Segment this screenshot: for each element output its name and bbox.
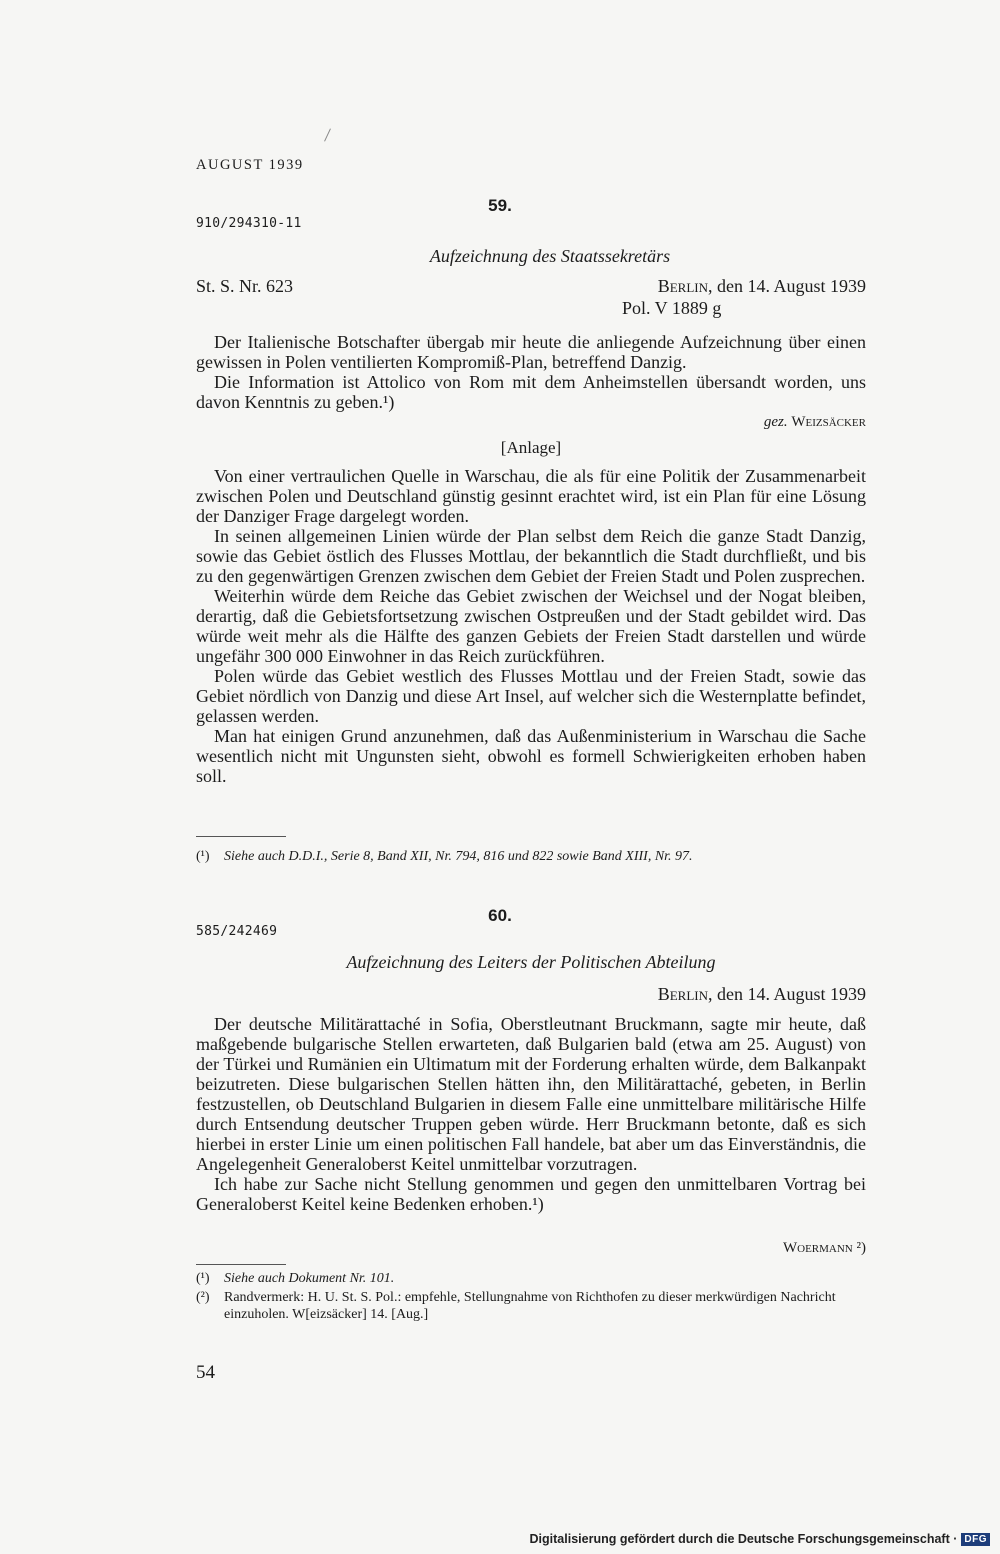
document-number-60: 60. bbox=[488, 906, 512, 925]
date-59: , den 14. August 1939 bbox=[707, 276, 866, 296]
footnote-mark: (²) bbox=[196, 1290, 210, 1305]
footnote-mark: (¹) bbox=[196, 849, 210, 864]
paragraph: Polen würde das Gebiet westlich des Flusses Mottlau und der Freien Stadt, sowie das Gebiet nördlich von Danzig und diese Art Insel, auf welcher sich die Westernplatte befindet, gelassen werden. bbox=[196, 666, 866, 726]
dfg-logo: DFG bbox=[961, 1533, 990, 1546]
paragraph: Ich habe zur Sache nicht Stellung genommen und gegen den unmittelbaren Vortrag bei Generaloberst Keitel keine Bedenken erhoben.¹) bbox=[196, 1174, 866, 1214]
document-number-59: 59. bbox=[488, 196, 512, 215]
place-59: Berlin bbox=[657, 276, 708, 296]
footnote-text: Siehe auch D.D.I., Serie 8, Band XII, Nr. 794, 816 und 822 sowie Band XIII, Nr. 97. bbox=[224, 849, 693, 864]
pencil-mark bbox=[324, 128, 331, 141]
signature-suffix: ²) bbox=[852, 1240, 866, 1256]
paragraph: Die Information ist Attolico von Rom mit dem Anheimstellen übersandt worden, uns davon Kenntnis zu geben.¹) bbox=[196, 372, 866, 412]
paragraph: Der Italienische Botschafter übergab mir heute die anliegende Aufzeichnung über einen gewissen in Polen ventilierten Kompromiß-Plan, betreffend Danzig. bbox=[196, 332, 866, 372]
footnote-rule bbox=[196, 836, 286, 837]
signature-name: Weizsäcker bbox=[791, 414, 866, 430]
place-60: Berlin bbox=[657, 984, 708, 1004]
signature-name: Woermann bbox=[782, 1240, 853, 1256]
annex-label: [Anlage] bbox=[500, 438, 562, 457]
paragraph: Von einer vertraulichen Quelle in Warschau, die als für eine Politik der Zusammenarbeit zwischen Polen und Deutschland günstig gesinnt erachtet wird, ist ein Plan für eine Lösung der Danziger Frage dargelegt worden. bbox=[196, 466, 866, 526]
paragraph: Weiterhin würde dem Reiche das Gebiet zwischen der Weichsel und der Nogat bleiben, derartig, daß die Gebietsfortsetzung zwischen Ostpreußen und der Stadt gebildet wird. Das würde weit mehr als die Hälfte des ganzen Gebiets der Freien Stadt darstellen und würde ungefähr 300 000 Einwohner in das Reich zurückführen. bbox=[196, 586, 866, 666]
date-60: , den 14. August 1939 bbox=[707, 984, 866, 1004]
footnote-60-2 bbox=[196, 1289, 866, 1323]
paragraph: Der deutsche Militärattaché in Sofia, Oberstleutnant Bruckmann, sagte mir heute, daß maßgebende bulgarische Stellen erwarteten, daß Bulgarien bald (etwa am 25. August) von der Türkei und Rumänien ein Ultimatum mit der Forderung erhalten würde, dem Balkanpakt beizutreten. Diese bulgarischen Stellen hätten ihn, den Militärattaché, gebeten, in Berlin festzustellen, ob Deutschland Bulgarien in diesem Falle eine unmittelbare militärische Hilfe durch Entsendung deutscher Truppen geben würde. Herr Bruckmann betonte, daß es sich hierbei in erster Linie um einen politischen Fall handele, bat aber um das Einverständnis, die Angelegenheit Generaloberst Keitel unmittelbar vorzutragen. bbox=[196, 1014, 866, 1174]
archive-reference-60: 585/242469 bbox=[196, 924, 278, 939]
paragraph: In seinen allgemeinen Linien würde der Plan selbst dem Reich die ganze Stadt Danzig, sowie das Gebiet östlich des Flusses Mottlau, der bekanntlich die Stadt durchfließt, und bis zu den gegenwärtigen Grenzen zwischen dem Gebiet der Freien Stadt und Polen zusprechen. bbox=[196, 526, 866, 586]
document-title-59: Aufzeichnung des Staatssekretärs bbox=[429, 246, 671, 266]
footnote-60-1 bbox=[196, 1270, 866, 1287]
digitization-credit bbox=[530, 1532, 990, 1546]
footnote-text: Randvermerk: H. U. St. S. Pol.: empfehle, Stellungnahme von Richthofen zu dieser merkwürdigen Nachricht einzuholen. W[eizsäcker] 14. [Aug.] bbox=[224, 1290, 836, 1322]
document-title-60: Aufzeichnung des Leiters der Politischen Abteilung bbox=[346, 952, 716, 972]
page-number: 54 bbox=[196, 1362, 215, 1383]
place-date-60 bbox=[658, 984, 866, 1005]
footnote-mark: (¹) bbox=[196, 1271, 210, 1286]
archive-reference-59: 910/294310-11 bbox=[196, 216, 302, 231]
credit-text: Digitalisierung gefördert durch die Deutsche Forschungsgemeinschaft · bbox=[529, 1532, 958, 1546]
annex-text bbox=[196, 466, 866, 786]
body-text-60 bbox=[196, 1014, 866, 1214]
paragraph: Man hat einigen Grund anzunehmen, daß das Außenministerium in Warschau die Sache wesentlich nicht mit Ungunsten sieht, obwohl es formell Schwierigkeiten erhoben haben soll. bbox=[196, 726, 866, 786]
place-date-59 bbox=[658, 276, 866, 297]
footnote-rule bbox=[196, 1264, 286, 1265]
footnote-59-1 bbox=[196, 848, 866, 865]
signature-prefix: gez. bbox=[763, 414, 792, 430]
signature-60 bbox=[783, 1240, 866, 1257]
file-number-59: Pol. V 1889 g bbox=[622, 298, 722, 318]
document-id-59: St. S. Nr. 623 bbox=[196, 276, 294, 296]
footnote-text: Siehe auch Dokument Nr. 101. bbox=[224, 1271, 395, 1286]
running-head: AUGUST 1939 bbox=[196, 157, 304, 173]
body-text-59 bbox=[196, 332, 866, 412]
signature-59 bbox=[764, 414, 866, 431]
